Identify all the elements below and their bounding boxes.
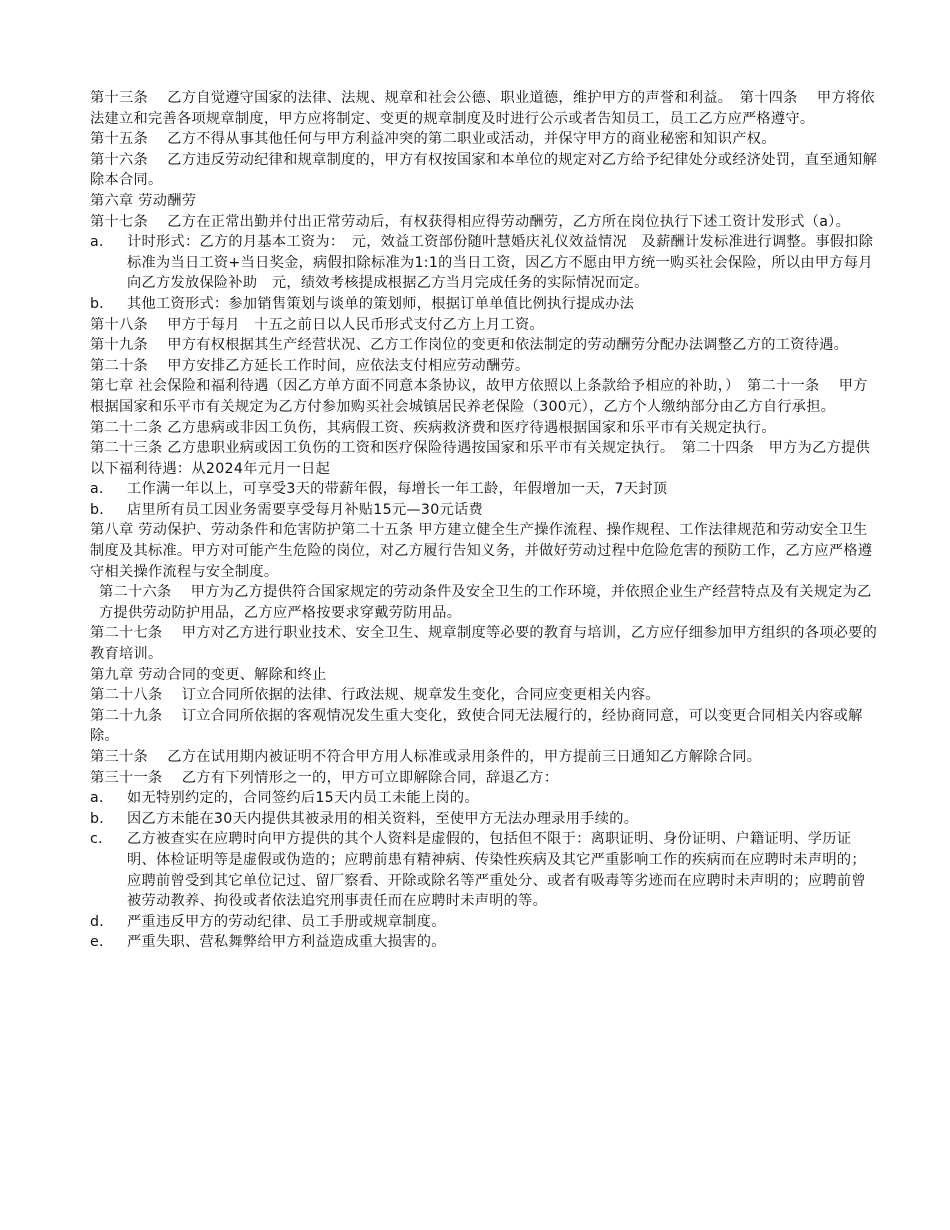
contract-paragraph: 第十八条 甲方于每月 十五之前日以人民币形式支付乙方上月工资。 <box>90 316 544 333</box>
list-item-text: 如无特别约定的，合同签约后15天内员工未能上岗的。 <box>127 790 479 807</box>
list-item-text: 店里所有员工因业务需要享受每月补贴15元—30元话费 <box>127 501 484 518</box>
contract-paragraph: 第十六条 乙方违反劳动纪律和规章制度的，甲方有权按国家和本单位的规定对乙方给予纪律处分或经济处罚，直至通知解除本合同。 <box>90 151 878 189</box>
list-item <box>90 500 880 521</box>
list-item-text: 因乙方未能在30天内提供其被录用的相关资料，至使甲方无法办理录用手续的。 <box>127 810 639 827</box>
contract-paragraph: 第二十条 甲方安排乙方延长工作时间，应依法支付相应劳动酬劳。 <box>90 357 530 374</box>
contract-paragraph: 第六章 劳动酬劳 <box>90 192 197 209</box>
contract-paragraph: 第二十九条 订立合同所依据的客观情况发生重大变化，致使合同无法履行的，经协商同意，可以变更合同相关内容或解除。 <box>90 707 863 745</box>
list-item-text: 工作满一年以上，可享受3天的带薪年假，每增长一年工龄，年假增加一天，7天封顶 <box>127 481 668 498</box>
list-item-marker: a． <box>90 790 114 807</box>
list-item <box>90 232 880 294</box>
list-item-marker: b． <box>90 501 114 518</box>
list-item-marker: a． <box>90 234 114 251</box>
contract-paragraph: 第二十七条 甲方对乙方进行职业技术、安全卫生、规章制度等必要的教育与培训，乙方应仔细参加甲方组织的各项必要的教育培训。 <box>90 625 878 663</box>
contract-paragraph: 第十五条 乙方不得从事其他任何与甲方利益冲突的第二职业或活动，并保守甲方的商业秘密和知识产权。 <box>90 131 776 148</box>
list-item-text: 计时形式：乙方的月基本工资为： 元，效益工资部份随叶慧婚庆礼仪效益情况 及薪酬计发标准进行调整。事假扣除标准为当日工资+当日奖金，病假扣除标准为1:1的当日工资，因乙方不愿由甲方统一购买社会保险，所以由甲方每月向乙方发放保险补助 元，绩效考核提成根据乙方当月完成任务的实际情况而定。 <box>127 234 874 292</box>
list-item-marker: a． <box>90 481 114 498</box>
contract-paragraph: 第三十一条 乙方有下列情形之一的，甲方可立即解除合同，辞退乙方： <box>90 769 559 786</box>
contract-paragraph: 第十三条 乙方自觉遵守国家的法律、法规、规章和社会公德、职业道德，维护甲方的声誉和利益。 第十四条 甲方将依法建立和完善各项规章制度，甲方应将制定、变更的规章制度及时进行公示或者告知员工，员工乙方应严格遵守。 <box>90 90 875 127</box>
list-item <box>90 932 880 953</box>
list-item-marker: d． <box>90 913 114 930</box>
contract-paragraph: 第十七条 乙方在正常出勤并付出正常劳动后，有权获得相应得劳动酬劳，乙方所在岗位执行下述工资计发形式（a）。 <box>90 213 851 230</box>
contract-paragraph: 第三十条 乙方在试用期内被证明不符合甲方用人标准或录用条件的，甲方提前三日通知乙方解除合同。 <box>90 749 762 765</box>
list-item <box>90 294 880 315</box>
list-item-text: 严重失职、营私舞弊给甲方利益造成重大损害的。 <box>127 934 446 951</box>
list-item-text: 严重违反甲方的劳动纪律、员工手册或规章制度。 <box>127 913 446 930</box>
list-item-marker: b． <box>90 295 114 312</box>
list-item <box>90 479 880 500</box>
contract-document <box>90 88 880 953</box>
list-item-marker: b． <box>90 810 114 827</box>
contract-paragraph: 第九章 劳动合同的变更、解除和终止 <box>90 666 327 683</box>
contract-paragraph: 第二十三条 乙方患职业病或因工负伤的工资和医疗保险待遇按国家和乐平市有关规定执行。 第二十四条 甲方为乙方提供以下福利待遇：从2024年元月一日起 <box>90 440 871 477</box>
list-item <box>90 788 880 809</box>
contract-paragraph: 第十九条 甲方有权根据其生产经营状况、乙方工作岗位的变更和依法制定的劳动酬劳分配办法调整乙方的工资待遇。 <box>90 337 849 354</box>
contract-paragraph: 第二十二条 乙方患病或非因工负伤，其病假工资、疾病救济费和医疗待遇根据国家和乐平市有关规定执行。 <box>90 419 776 436</box>
list-item-marker: e． <box>90 934 114 951</box>
contract-paragraph: 第二十六条 甲方为乙方提供符合国家规定的劳动条件及安全卫生的工作环境，并依照企业生产经营特点及有关规定为乙方提供劳动防护用品，乙方应严格按要求穿戴劳防用品。 <box>99 584 872 621</box>
list-item <box>90 912 880 933</box>
list-item <box>90 809 880 830</box>
contract-paragraph: 第七章 社会保险和福利待遇（因乙方单方面不同意本条协议，故甲方依照以上条款给予相应的补助，） 第二十一条 甲方根据国家和乐平市有关规定为乙方付参加购买社会城镇居民养老保险（300元），乙方个人缴纳部分由乙方自行承担。 <box>90 378 868 415</box>
list-item-marker: c． <box>90 831 113 848</box>
list-item <box>90 829 880 911</box>
list-item-text: 乙方被查实在应聘时向甲方提供的其个人资料是虚假的，包括但不限于：离职证明、身份证明、户籍证明、学历证明、体检证明等是虚假或伪造的；应聘前患有精神病、传染性疾病及其它严重影响工作的疾病而在应聘时未声明的；应聘前曾受到其它单位记过、留厂察看、开除或除名等严重处分、或者有吸毒等劣迹而在应聘时未声明的；应聘前曾被劳动教养、拘役或者依法追究刑事责任而在应聘时未声明的等。 <box>127 831 866 910</box>
list-item-text: 其他工资形式：参加销售策划与谈单的策划师，根据订单单值比例执行提成办法 <box>127 295 635 312</box>
contract-paragraph: 第八章 劳动保护、劳动条件和危害防护第二十五条 甲方建立健全生产操作流程、操作规程、工作法律规范和劳动安全卫生制度及其标准。甲方对可能产生危险的岗位，对乙方履行告知义务，并做好劳动过程中危险危害的预防工作，乙方应严格遵守相关操作流程与安全制度。 <box>90 522 873 580</box>
contract-paragraph: 第二十八条 订立合同所依据的法律、行政法规、规章发生变化，合同应变更相关内容。 <box>90 687 660 704</box>
